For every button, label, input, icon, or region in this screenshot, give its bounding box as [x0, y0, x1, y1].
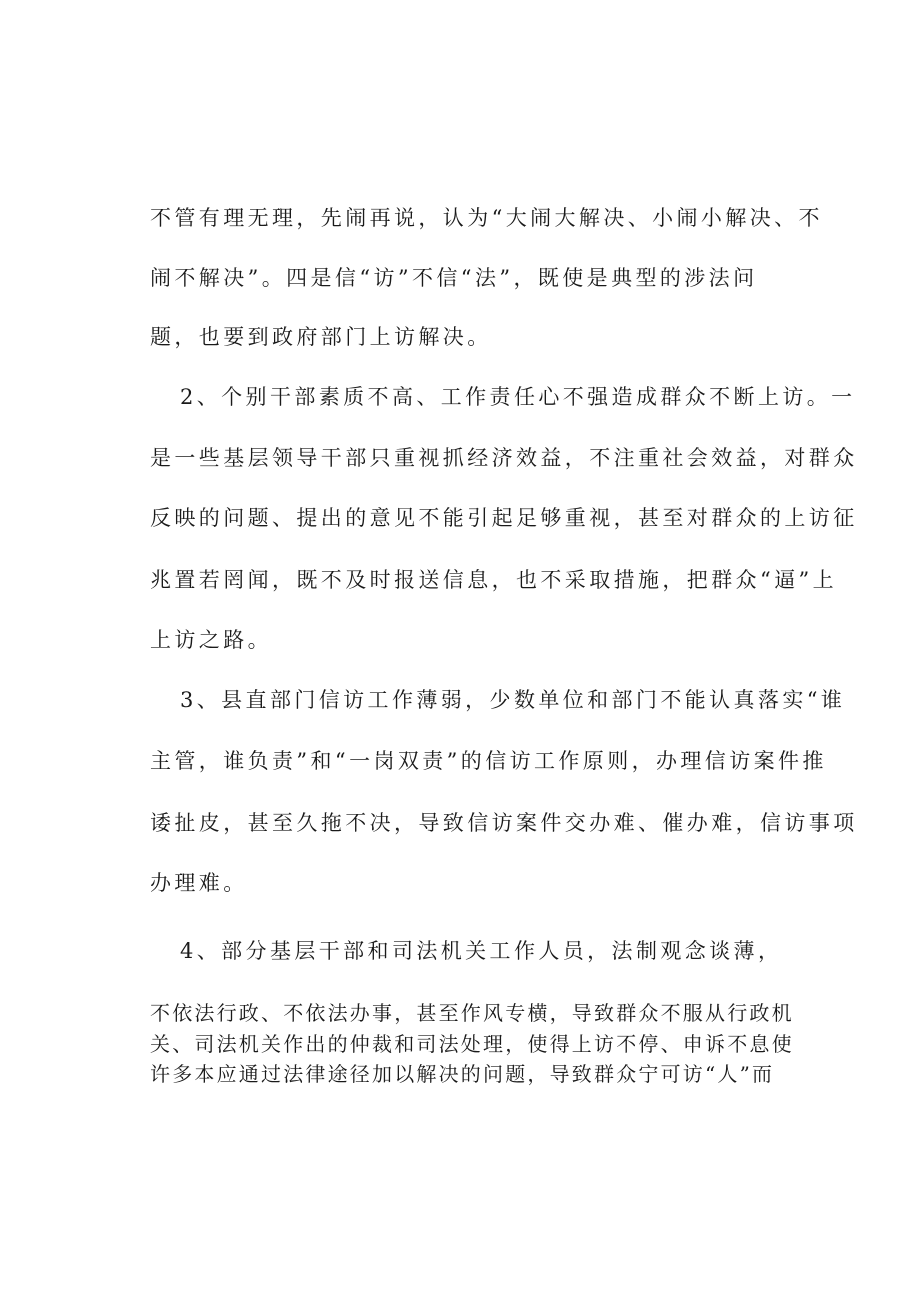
- text-line: 反映的问题、提出的意见不能引起足够重视，甚至对群众的上访征: [150, 506, 858, 530]
- paragraph-4-first-line: 4、部分基层干部和司法机关工作人员，法制观念谈薄，: [180, 939, 783, 963]
- text-line: 诿扯皮，甚至久拖不决，导致信访案件交办难、催办难，信访事项: [150, 811, 858, 835]
- paragraph-2-first-line: 2、个别干部素质不高、工作责任心不强造成群众不断上访。一: [180, 385, 856, 409]
- text-line: 闹不解决”。四是信“访”不信“法”，既使是典型的涉法问: [150, 266, 758, 290]
- text-line: 上访之路。: [150, 628, 272, 652]
- text-line: 关、司法机关作出的仲裁和司法处理，使得上访不停、申诉不息使: [150, 1032, 794, 1056]
- text-line: 不依法行政、不依法办事，甚至作风专横，导致群众不服从行政机: [150, 1001, 794, 1025]
- text-line: 题，也要到政府部门上访解决。: [150, 325, 492, 349]
- paragraph-3-first-line: 3、县直部门信访工作薄弱，少数单位和部门不能认真落实“谁: [180, 688, 846, 712]
- text-line: 兆置若罔闻，既不及时报送信息，也不采取措施，把群众“逼”上: [150, 568, 838, 592]
- text-line: 不管有理无理，先闹再说，认为“大闹大解决、小闹小解决、不: [150, 206, 823, 230]
- text-line: 是一些基层领导干部只重视抓经济效益，不注重社会效益，对群众: [150, 446, 858, 470]
- text-line: 主管，谁负责”和“一岗双责”的信访工作原则，办理信访案件推: [150, 749, 827, 773]
- text-line: 办理难。: [150, 871, 248, 895]
- text-line: 许多本应通过法律途径加以解决的问题，导致群众宁可访“人”而: [150, 1062, 775, 1086]
